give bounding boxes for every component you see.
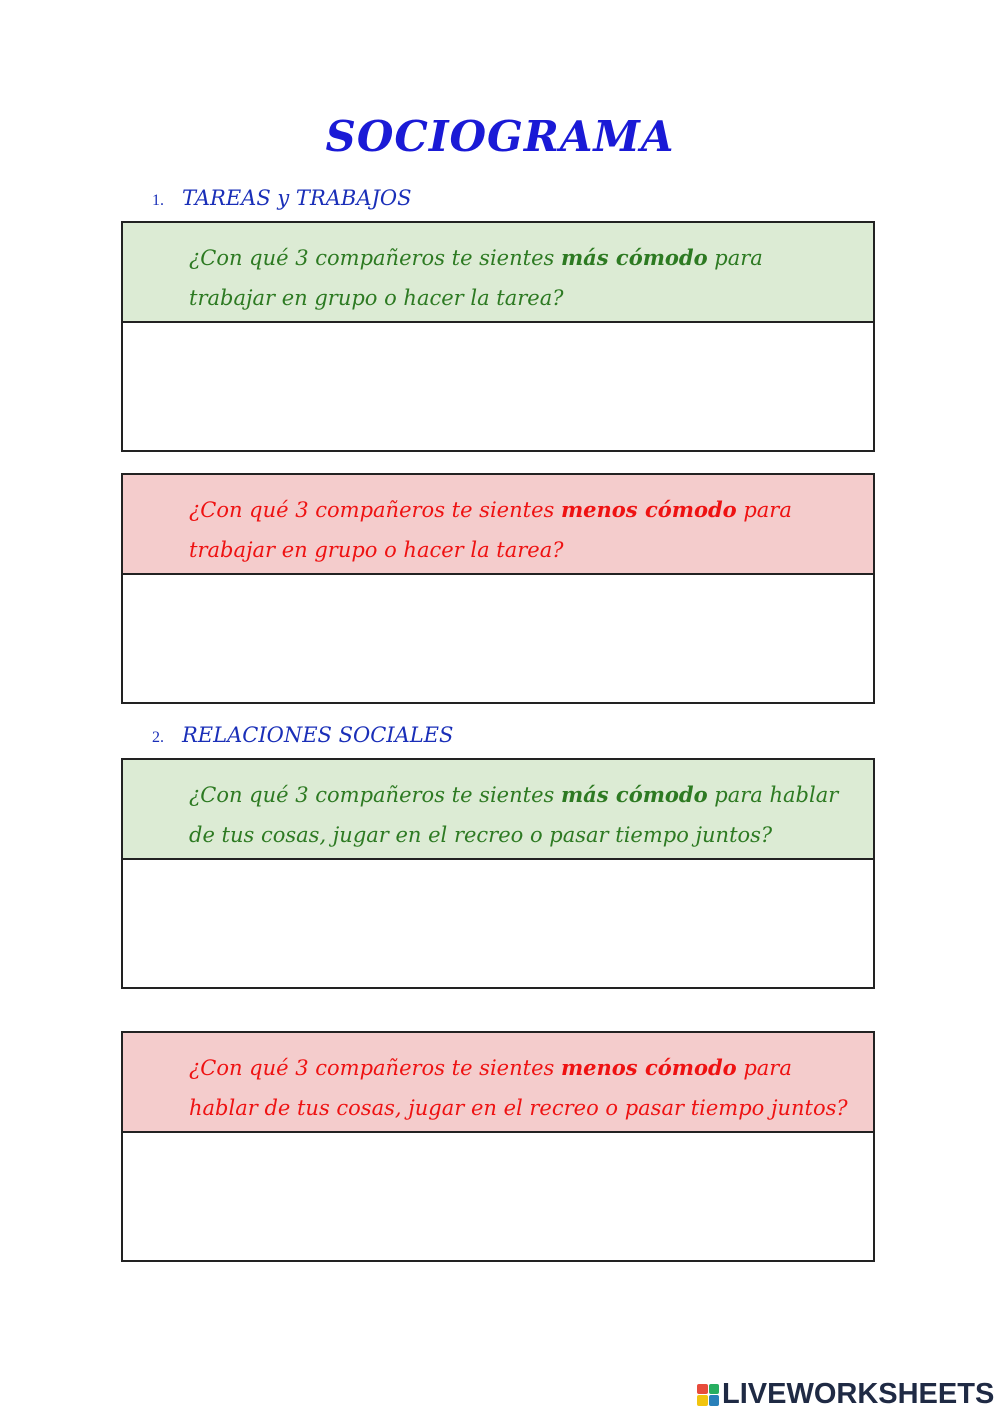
answer-row — [122, 859, 874, 902]
answer-row — [122, 408, 874, 451]
question-emphasis: más cómodo — [560, 782, 708, 807]
answer-input[interactable] — [124, 661, 872, 701]
section-number: 1. — [152, 192, 164, 209]
answer-input[interactable] — [124, 1219, 872, 1259]
logo-square — [697, 1384, 708, 1395]
question-emphasis: más cómodo — [560, 245, 708, 270]
answer-row — [122, 1175, 874, 1218]
answer-input[interactable] — [124, 946, 872, 986]
answer-row — [122, 945, 874, 988]
question-text-end: para hablar de tus cosas, jugar en el recreo o pasar tiempo juntos? — [189, 1056, 848, 1120]
answer-row — [122, 617, 874, 660]
answer-row — [122, 660, 874, 703]
logo-square — [709, 1384, 720, 1395]
question-text: ¿Con qué 3 compañeros te sientes — [189, 246, 561, 270]
question-emphasis: menos cómodo — [560, 497, 737, 522]
section-title: TAREAS y TRABAJOS — [182, 186, 412, 210]
answer-input[interactable] — [124, 903, 872, 944]
question-table-4 — [121, 1031, 875, 1262]
answer-row — [122, 365, 874, 408]
answer-row — [122, 902, 874, 945]
question-text-end: para trabajar en grupo o hacer la tarea? — [189, 246, 763, 310]
liveworksheets-logo-icon — [697, 1384, 719, 1406]
answer-input[interactable] — [124, 1176, 872, 1217]
question-cell — [122, 474, 874, 574]
question-cell — [122, 759, 874, 859]
section-heading-relaciones — [152, 723, 453, 747]
section-number: 2. — [152, 729, 164, 746]
answer-input[interactable] — [124, 1134, 872, 1174]
question-text: ¿Con qué 3 compañeros te sientes — [189, 783, 561, 807]
question-table-3 — [121, 758, 875, 989]
question-cell — [122, 222, 874, 322]
question-emphasis: menos cómodo — [560, 1055, 737, 1080]
question-table-1 — [121, 221, 875, 452]
answer-row — [122, 1218, 874, 1261]
question-text: ¿Con qué 3 compañeros te sientes — [189, 1056, 561, 1080]
answer-input[interactable] — [124, 409, 872, 449]
question-text: ¿Con qué 3 compañeros te sientes — [189, 498, 561, 522]
logo-text: LIVEWORKSHEETS — [722, 1378, 995, 1410]
question-text-end: para trabajar en grupo o hacer la tarea? — [189, 498, 792, 562]
answer-input[interactable] — [124, 618, 872, 659]
question-cell — [122, 1032, 874, 1132]
section-title: RELACIONES SOCIALES — [182, 723, 454, 747]
answer-row — [122, 1132, 874, 1175]
answer-input[interactable] — [124, 366, 872, 407]
answer-row — [122, 322, 874, 365]
answer-input[interactable] — [124, 576, 872, 616]
logo-square — [697, 1395, 708, 1406]
logo-square — [709, 1395, 720, 1406]
section-heading-tareas — [152, 186, 412, 210]
answer-input[interactable] — [124, 861, 872, 901]
liveworksheets-logo — [697, 1378, 994, 1411]
question-table-2 — [121, 473, 875, 704]
question-text-end: para hablar de tus cosas, jugar en el recreo o pasar tiempo juntos? — [189, 783, 839, 847]
answer-row — [122, 574, 874, 617]
page-title: SOCIOGRAMA — [325, 112, 675, 161]
answer-input[interactable] — [124, 324, 872, 364]
